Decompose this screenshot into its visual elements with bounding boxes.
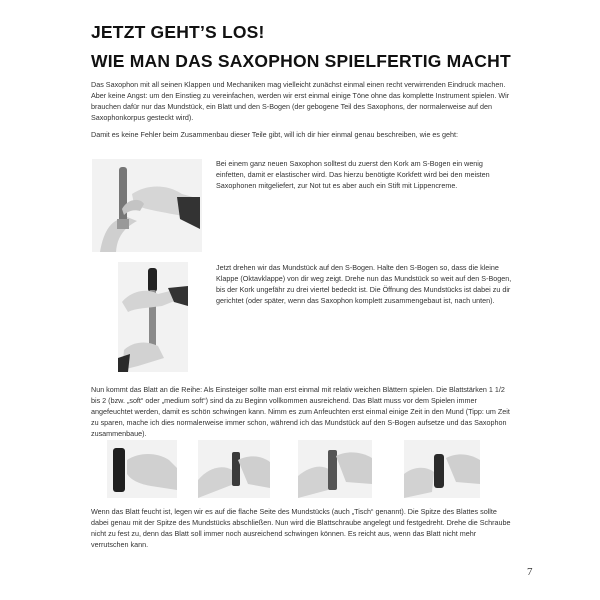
greasing-cork-illustration [92,159,202,252]
reed-illustration-1 [107,440,177,498]
step1-paragraph: Bei einem ganz neuen Saxophon solltest du zuerst den Kork am S-Bogen ein wenig einfetten, damit er elastischer wird. Das hierzu benötigte Korkfett wird bei den meisten Saxophonen mitgeliefert, zur Not tut es aber auch ein Stift mit Lippencreme. [216,159,490,190]
reed-photo-4 [404,440,480,498]
intro-paragraph-2: Damit es keine Fehler beim Zusammenbau dieser Teile gibt, will ich dir hier einmal genau beschreiben, wie es geht: [91,130,459,139]
reed-illustration-3 [298,440,372,498]
reed-illustration-4 [404,440,480,498]
reed-illustration-2 [198,440,270,498]
greasing-cork-photo [92,159,202,252]
reed-photo-3 [298,440,372,498]
reed-photo-1 [107,440,177,498]
reed-paragraph: Nun kommt das Blatt an die Reihe: Als Einsteiger sollte man erst einmal mit relativ weichen Blättern spielen. Die Blattstärken 1 1/2 bis 2 (bzw. „soft“ oder „medium soft“) sind da zu Beginn vollkommen ausreichend. Das Blatt muss vor dem Spielen immer angefeuchtet werden, damit es schön schwingen kann. Nimm es zum Anfeuchten erst einmal einige Zeit in den Mund (Tipp: um Zeit zu sparen, mache ich dies normalerweise immer schon, während ich das Mundstück auf den S-Bogen aufsetze und das Saxophon zusammenbaue). [91,385,510,438]
intro-paragraph: Das Saxophon mit all seinen Klappen und Mechaniken mag vielleicht zunächst einmal einen recht verwirrenden Eindruck machen. Aber keine Angst: um den Einstieg zu vereinfachen, werden wir erst einmal einige Töne ohne das komplette Instrument spielen. Wir brauchen dafür nur das Mundstück, ein Blatt und den S-Bogen (der gebogene Teil des Saxophons, der normalerweise auf den Saxophonkorpus gesteckt wird). [91,80,510,122]
page-subtitle: WIE MAN DAS SAXOPHON SPIELFERTIG MACHT [91,51,511,71]
mounting-mouthpiece-photo [118,262,188,372]
mounting-mouthpiece-illustration [118,262,188,372]
final-paragraph: Wenn das Blatt feucht ist, legen wir es auf die flache Seite des Mundstücks (auch „Tisch“ genannt). Die Spitze des Blattes sollte dabei genau mit der Spitze des Mundstücks abschließen. Nun wird die Blattschraube angelegt und festgedreht. Drehe die Schraube nicht zu fest zu, denn das Blatt soll immer noch ausreichend schwingen können. Es reicht aus, wenn das Blatt nicht mehr verrutschen kann. [91,507,511,549]
page-number: 7 [527,566,533,578]
step2-paragraph: Jetzt drehen wir das Mundstück auf den S-Bogen. Halte den S-Bogen so, dass die kleine Klappe (Oktavklappe) von dir weg zeigt. Drehe nun das Mundstück so weit auf den S-Bogen, bis der Kork ungefähr zu drei viertel bedeckt ist. Die Öffnung des Mundstücks ist dabei zu dir gerichtet (oder später, wenn das Saxophon komplett zusammengebaut ist, nach unten). [216,263,512,305]
reed-photo-2 [198,440,270,498]
page-title: JETZT GEHT’S LOS! [91,22,265,42]
